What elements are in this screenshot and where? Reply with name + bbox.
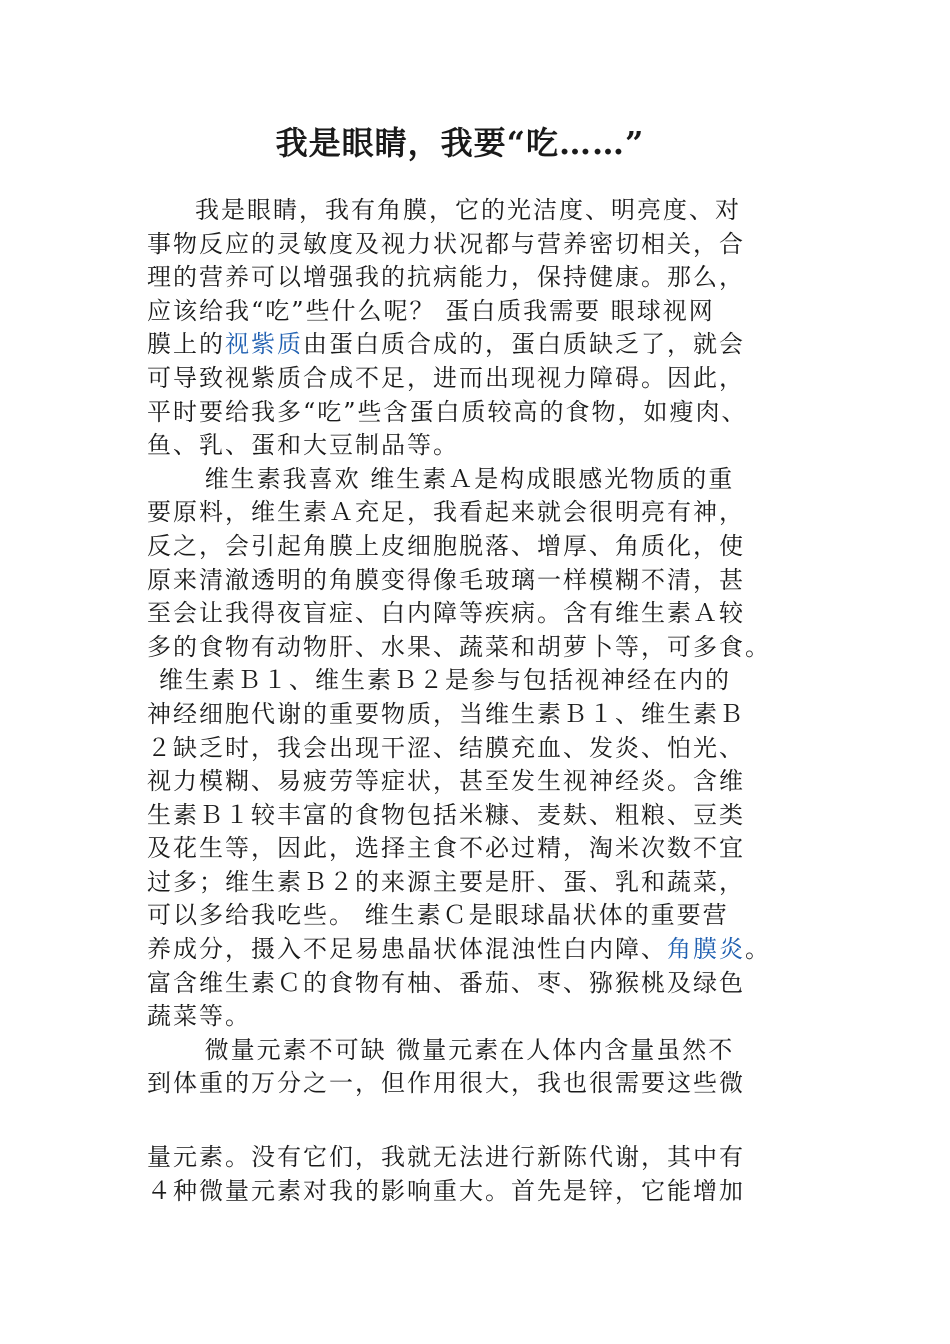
text-segment: 可导致视紫质合成不足，进而出现视力障碍。因此， [147,363,745,392]
text-line [147,328,837,362]
text-line [147,530,837,564]
text-line [147,564,837,598]
text-segment: 膜上的 [147,330,225,359]
text-segment: 维生素我喜欢 维生素Ａ是构成眼感光物质的重 [204,464,735,493]
text-segment: 生素Ｂ１较丰富的食物包括米糠、麦麸、粗粮、豆类 [147,800,745,829]
text-segment: 应该给我“吃”些什么呢？ 蛋白质我需要 眼球视网 [147,296,715,325]
text-line [147,295,837,329]
text-line [147,396,837,430]
text-line [147,194,837,228]
text-segment: 反之，会引起角膜上皮细胞脱落、增厚、角质化，使 [147,531,745,560]
text-line [147,597,837,631]
text-segment: ４种微量元素对我的影响重大。首先是锌，它能增加 [147,1176,745,1205]
text-segment: 微量元素不可缺 微量元素在人体内含量虽然不 [204,1035,735,1064]
document-title: 我是眼睛，我要“吃……” [275,124,645,162]
text-segment: 蔬菜等。 [147,1002,251,1031]
text-line [147,1141,837,1175]
text-line [147,799,837,833]
text-line [147,933,837,967]
text-segment: ２缺乏时，我会出现干涩、结膜充血、发炎、怕光、 [147,733,745,762]
document-body [147,194,837,1208]
text-line [147,631,837,665]
text-line [147,463,837,497]
text-segment: 多的食物有动物肝、水果、蔬菜和胡萝卜等，可多食。 [147,632,771,661]
text-segment: 养成分，摄入不足易患晶状体混浊性白内障、 [147,935,667,964]
text-line [147,832,837,866]
text-segment: 量元素。没有它们，我就无法进行新陈代谢，其中有 [147,1143,745,1172]
text-line [147,261,837,295]
text-segment: 要原料，维生素Ａ充足，我看起来就会很明亮有神， [147,498,745,527]
text-line [147,698,837,732]
text-line [147,899,837,933]
text-segment: 事物反应的灵敏度及视力状况都与营养密切相关，合 [147,229,745,258]
text-line [147,1034,837,1068]
text-segment: 鱼、乳、蛋和大豆制品等。 [147,431,459,460]
text-line [147,967,837,1001]
text-segment: 至会让我得夜盲症、白内障等疾病。含有维生素Ａ较 [147,599,745,628]
text-segment: 到体重的万分之一，但作用很大，我也很需要这些微 [147,1069,745,1098]
text-line [147,1067,837,1101]
text-segment: 。 [745,935,771,964]
text-segment: 及花生等，因此，选择主食不必过精，淘米次数不宜 [147,834,745,863]
text-line [147,1000,837,1034]
paragraph-gap [147,1101,837,1141]
text-line [147,765,837,799]
text-segment: 平时要给我多“吃”些含蛋白质较高的食物，如瘦肉、 [147,397,748,426]
text-line [147,429,837,463]
text-segment: 过多；维生素Ｂ２的来源主要是肝、蛋、乳和蔬菜， [147,867,745,896]
inline-link[interactable]: 角膜炎 [667,935,745,964]
text-segment: 由蛋白质合成的，蛋白质缺乏了，就会 [303,330,745,359]
text-segment: 维生素Ｂ１、维生素Ｂ２是参与包括视神经在内的 [159,666,731,695]
text-line [147,228,837,262]
inline-link[interactable]: 视紫质 [225,330,303,359]
text-segment: 我是眼睛，我有角膜，它的光洁度、明亮度、对 [195,196,741,224]
text-line [147,866,837,900]
text-line [147,732,837,766]
text-segment: 视力模糊、易疲劳等症状，甚至发生视神经炎。含维 [147,767,745,796]
text-line [147,1175,837,1209]
text-segment: 理的营养可以增强我的抗病能力，保持健康。那么， [147,263,745,292]
text-line [147,362,837,396]
text-line [147,664,837,698]
text-segment: 富含维生素Ｃ的食物有柚、番茄、枣、猕猴桃及绿色 [147,968,745,997]
text-segment: 原来清澈透明的角膜变得像毛玻璃一样模糊不清，甚 [147,565,745,594]
text-line [147,496,837,530]
text-segment: 可以多给我吃些。 维生素Ｃ是眼球晶状体的重要营 [147,901,729,930]
text-segment: 神经细胞代谢的重要物质，当维生素Ｂ１、维生素Ｂ [147,699,745,728]
